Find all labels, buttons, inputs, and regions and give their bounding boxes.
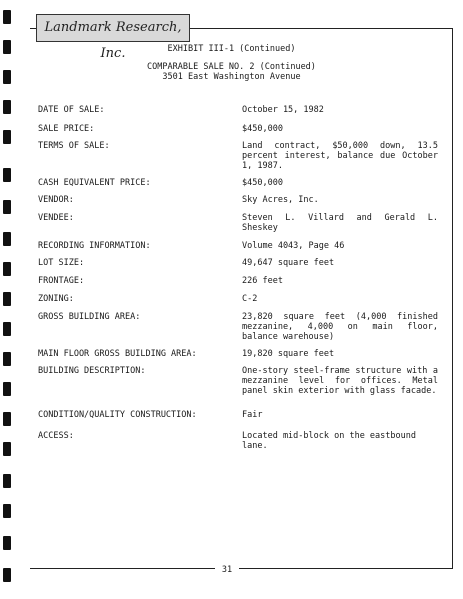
field-value: $450,000 <box>242 124 283 134</box>
page-number: 31 <box>215 563 239 577</box>
exhibit-title: EXHIBIT III-1 (Continued) <box>167 44 296 54</box>
field-label: TERMS OF SALE: <box>38 141 110 151</box>
field-label: RECORDING INFORMATION: <box>38 241 151 251</box>
field-label: CASH EQUIVALENT PRICE: <box>38 178 151 188</box>
binder-hole <box>3 292 11 306</box>
binder-hole <box>3 412 11 426</box>
company-logo: Landmark Research, Inc. <box>36 14 190 42</box>
field-value: Steven L. Villard and Gerald L. Sheskey <box>242 213 438 233</box>
field-value: Fair <box>242 410 263 420</box>
property-address: 3501 East Washington Avenue <box>162 72 301 82</box>
binder-hole <box>3 322 11 336</box>
field-label: ZONING: <box>38 294 74 304</box>
binder-hole <box>3 168 11 182</box>
field-value: Located mid-block on the eastbound lane. <box>242 431 416 451</box>
field-label: CONDITION/QUALITY CONSTRUCTION: <box>38 410 197 420</box>
binder-hole <box>3 352 11 366</box>
binder-hole <box>3 10 11 24</box>
field-value: Sky Acres, Inc. <box>242 195 319 205</box>
field-label: FRONTAGE: <box>38 276 85 286</box>
binder-hole <box>3 568 11 582</box>
sale-title: COMPARABLE SALE NO. 2 (Continued) <box>147 62 316 72</box>
page-frame-bottom <box>30 568 453 569</box>
binder-hole <box>3 442 11 456</box>
binder-hole <box>3 536 11 550</box>
field-value: 49,647 square feet <box>242 258 335 268</box>
field-label: BUILDING DESCRIPTION: <box>38 366 146 376</box>
binder-hole <box>3 232 11 246</box>
field-label: VENDOR: <box>38 195 74 205</box>
field-value: Volume 4043, Page 46 <box>242 241 345 251</box>
field-value: $450,000 <box>242 178 283 188</box>
binder-hole <box>3 504 11 518</box>
field-label: LOT SIZE: <box>38 258 85 268</box>
field-label: MAIN FLOOR GROSS BUILDING AREA: <box>38 349 197 359</box>
field-value: One-story steel-frame structure with a mezzanine level for offices. Metal panel skin exterior with glass facade. <box>242 366 438 396</box>
page-frame-right <box>452 28 453 569</box>
binder-holes <box>0 0 16 599</box>
field-value: 226 feet <box>242 276 283 286</box>
field-value: Land contract, $50,000 down, 13.5 percent interest, balance due October 1, 1987. <box>242 141 438 171</box>
field-value: 19,820 square feet <box>242 349 335 359</box>
field-label: SALE PRICE: <box>38 124 95 134</box>
binder-hole <box>3 382 11 396</box>
field-value: October 15, 1982 <box>242 105 324 115</box>
binder-hole <box>3 262 11 276</box>
binder-hole <box>3 100 11 114</box>
binder-hole <box>3 474 11 488</box>
field-label: ACCESS: <box>38 431 74 441</box>
field-value: C-2 <box>242 294 258 304</box>
binder-hole <box>3 130 11 144</box>
field-label: DATE OF SALE: <box>38 105 105 115</box>
binder-hole <box>3 200 11 214</box>
field-value: 23,820 square feet (4,000 finished mezzanine, 4,000 on main floor, balance warehouse) <box>242 312 438 342</box>
field-label: VENDEE: <box>38 213 74 223</box>
field-label: GROSS BUILDING AREA: <box>38 312 141 322</box>
